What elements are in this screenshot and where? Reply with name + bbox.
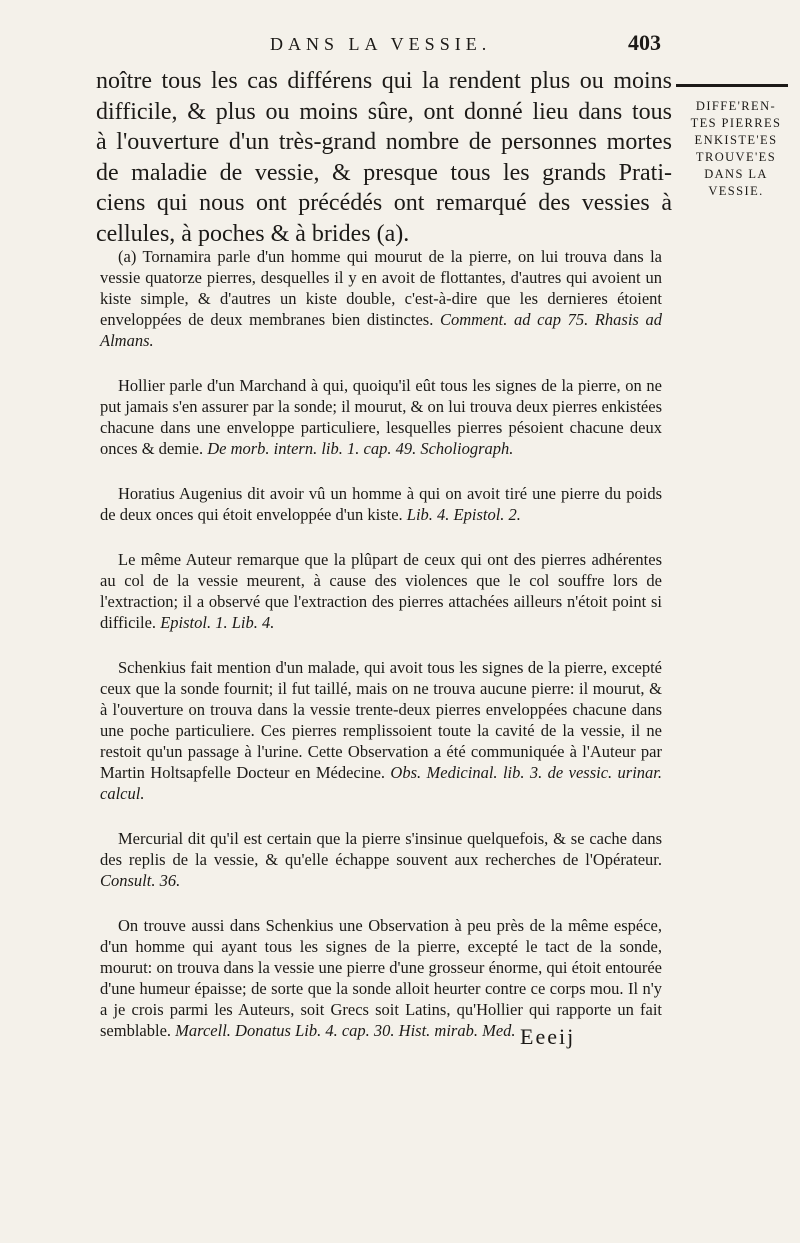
- footnote-text: Hollier parle d'un Marchand à qui, quoiqu'il eût tous les signes de la pierre, on ne put jamais s'en assurer par la sonde; il mourut, & on lui trouva deux pierres enkistées chacune dans une enveloppe particuliere, lesquelles pierres pésoient chacune deux onces & demie.: [100, 376, 662, 458]
- footnote-text: Schenkius fait mention d'un malade, qui avoit tous les signes de la pierre, excepté ceux que la sonde fournit; il fut taillé, mais on ne trouva aucune pierre: il mourut, & à l'ouverture on trouva dans la vessie trente-deux pierres enveloppées chacune dans une poche particuliere. Ces pierres remplissoient toute la cavité de la vessie, il ne restoit qu'un passage à l'urine. Cette Observation a été communiquée à l'Auteur par Martin Holtsapfelle Docteur en Médecine.: [100, 658, 662, 782]
- footnote-reference: Comment. ad cap 75. Rhasis ad Almans.: [100, 310, 662, 350]
- main-line: cellules, à poches & à brides (a).: [96, 220, 410, 247]
- main-line: à l'ouverture d'un très-grand nombre de personnes mortes: [96, 129, 672, 155]
- footnote-reference: Obs. Medicinal. lib. 3. de vessic. urinar. calcul.: [100, 763, 663, 803]
- margin-rule: [676, 84, 788, 87]
- footnote: [100, 246, 662, 351]
- footnote-text: Horatius Augenius dit avoir vû un homme à qui on avoit tiré une pierre du poids de deux onces qui étoit enveloppée d'un kiste.: [100, 484, 662, 524]
- footnote-reference: Marcell. Donatus Lib. 4. cap. 30. Hist. mirab. Med.: [175, 1021, 516, 1040]
- footnote: [100, 549, 662, 633]
- main-line: ciens qui nous ont précédés ont remarqué des vessies à: [96, 190, 672, 216]
- footnote-reference: Consult. 36.: [100, 871, 181, 890]
- footnote-text: (a) Tornamira parle d'un homme qui mourut de la pierre, on lui trouva dans la vessie quatorze pierres, desquelles il y en avoit de flottantes, d'autres qui avoient un kiste simple, & d'autres un kiste double, c'est-à-dire que les dernieres étoient enveloppées de deux membranes bien distinctes.: [100, 247, 662, 329]
- main-line: noître tous les cas différens qui la rendent plus ou moins: [96, 68, 672, 94]
- margin-note-line: VESSIE.: [708, 184, 764, 198]
- footnote: [100, 828, 662, 891]
- main-line: de maladie de vessie, & presque tous les grands Prati-: [96, 159, 672, 186]
- footnote: [100, 483, 662, 525]
- main-line: difficile, & plus ou moins sûre, ont donné lieu dans tous: [96, 98, 672, 125]
- main-paragraph: [96, 66, 672, 249]
- margin-note-line: DIFFE'REN-: [695, 99, 777, 113]
- margin-note-line: TROUVE'ES: [695, 150, 777, 164]
- margin-note-line: TES PIERRES: [690, 116, 782, 130]
- margin-note-line: ENKISTE'ES: [694, 133, 778, 147]
- footnote-text: On trouve aussi dans Schenkius une Observation à peu près de la même espéce, d'un homme qui ayant tous les signes de la pierre, excepté le tact de la sonde, mourut: on trouva dans la vessie une pierre d'une grosseur énorme, qui étoit entourée d'une humeur épaisse; de sorte que la sonde alloit heurter contre ce corps mou. Il n'y a je crois parmi les Auteurs, soit Grecs soit Latins, qu'Hollier qui rapporte un fait semblable.: [100, 916, 662, 1040]
- catchword: Eeeij: [520, 1024, 576, 1049]
- margin-note: [678, 98, 794, 200]
- footnote: [100, 375, 662, 459]
- page-number: 403: [628, 30, 661, 55]
- footnote-text: Le même Auteur remarque que la plûpart de ceux qui ont des pierres adhérentes au col de la vessie meurent, à cause des violences que le col souffre lors de l'extraction; il a observé que l'extraction des pierres attachées ailleurs n'étoit point si difficile.: [100, 550, 662, 632]
- footnote-text: Mercurial dit qu'il est certain que la pierre s'insinue quelquefois, & se cache dans des replis de la vessie, & qu'elle échappe souvent aux recherches de l'Opérateur.: [100, 829, 662, 869]
- running-header: DANS LA VESSIE.: [270, 34, 492, 54]
- footnote-reference: Lib. 4. Epistol. 2.: [406, 505, 521, 524]
- footnote-reference: De morb. intern. lib. 1. cap. 49. Scholiograph.: [207, 439, 514, 458]
- footnote: [100, 915, 662, 1041]
- margin-note-line: DANS LA: [704, 167, 768, 181]
- footnote: [100, 657, 662, 804]
- footnote-reference: Epistol. 1. Lib. 4.: [160, 613, 275, 632]
- footnotes: [100, 246, 662, 1065]
